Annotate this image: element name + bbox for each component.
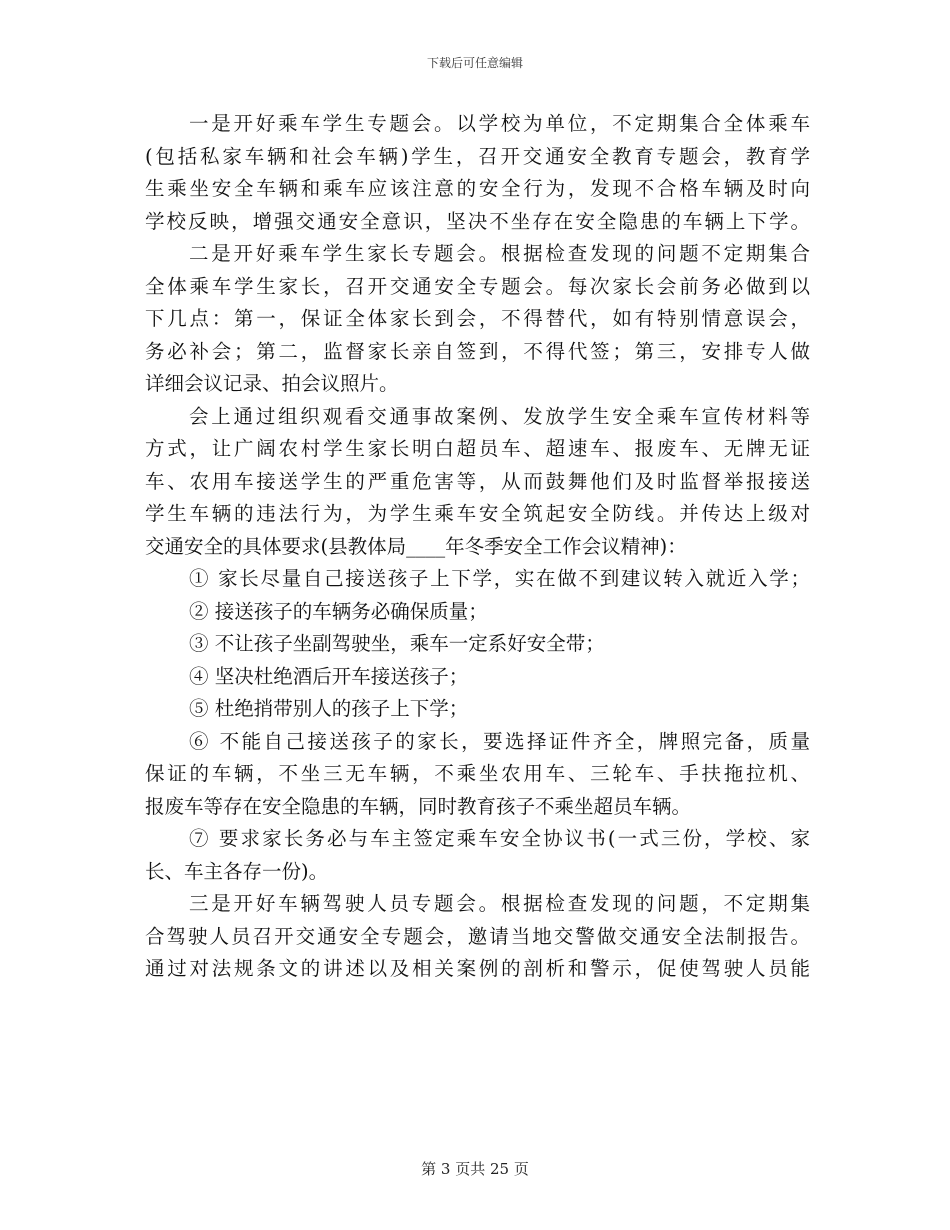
list-item: ⑤ 杜绝捎带别人的孩子上下学； <box>189 697 469 720</box>
text-line: 务必补会；第二，监督家长亲自签到，不得代签；第三，安排专人做 <box>145 339 810 363</box>
text-line: 全体乘车学生家长，召开交通安全专题会。每次家长会前务必做到以 <box>145 274 810 298</box>
text-line: 保证的车辆，不坐三无车辆，不乘坐农用车、三轮车、手扶拖拉机、 <box>145 762 810 785</box>
list-item: ① 家长尽量自己接送孩子上下学，实在做不到建议转入就近入学； <box>189 567 810 590</box>
document-body <box>145 108 810 986</box>
list-item: ③ 不让孩子坐副驾驶坐，乘车一定系好安全带； <box>189 632 605 655</box>
text-line: 合驾驶人员召开交通安全专题会，邀请当地交警做交通安全法制报告。 <box>145 924 810 948</box>
text-line: (包括私家车辆和社会车辆)学生，召开交通安全教育专题会，教育学 <box>145 144 810 168</box>
text-line: 通过对法规条文的讲述以及相关案例的剖析和警示，促使驾驶人员能 <box>145 957 810 980</box>
list-item: ⑥ 不能自己接送孩子的家长，要选择证件齐全，牌照完备，质量 <box>189 729 810 753</box>
page-header: 下载后可任意编辑 <box>426 56 523 70</box>
text-line: 长、车主各存一份)。 <box>145 859 329 883</box>
list-item: ⑦ 要求家长务必与车主签定乘车安全协议书(一式三份，学校、家 <box>189 827 810 850</box>
text-line: 报废车等存在安全隐患的车辆，同时教育孩子不乘坐超员车辆。 <box>145 794 692 818</box>
page-footer: 第 3 页共 25 页 <box>421 1160 529 1178</box>
text-line: 方式，让广阔农村学生家长明白超员车、超速车、报废车、无牌无证 <box>145 437 810 460</box>
text-line: 学校反映，增强交通安全意识，坚决不坐存在安全隐患的车辆上下学。 <box>145 209 810 233</box>
text-line: 下几点：第一，保证全体家长到会，不得替代，如有特别情意误会， <box>145 307 810 330</box>
text-line: 学生车辆的违法行为，为学生乘车安全筑起安全防线。并传达上级对 <box>145 502 810 525</box>
text-line: 一是开好乘车学生专题会。以学校为单位，不定期集合全体乘车 <box>189 112 810 135</box>
text-line: 二是开好乘车学生家长专题会。根据检查发现的问题不定期集合 <box>189 242 810 265</box>
text-line: 交通安全的具体要求(县教体局____年冬季安全工作会议精神)： <box>145 534 687 558</box>
text-line: 三是开好车辆驾驶人员专题会。根据检查发现的问题，不定期集 <box>189 892 810 915</box>
text-line: 会上通过组织观看交通事故案例、发放学生安全乘车宣传材料等 <box>189 404 810 428</box>
text-line: 生乘坐安全车辆和乘车应该注意的安全行为，发现不合格车辆及时向 <box>145 177 810 200</box>
list-item: ④ 坚决杜绝酒后开车接送孩子； <box>189 664 469 688</box>
list-item: ② 接送孩子的车辆务必确保质量； <box>189 599 488 623</box>
text-line: 车、农用车接送学生的严重危害等，从而鼓舞他们及时监督举报接送 <box>145 469 810 493</box>
text-line: 详细会议记录、拍会议照片。 <box>145 372 399 395</box>
